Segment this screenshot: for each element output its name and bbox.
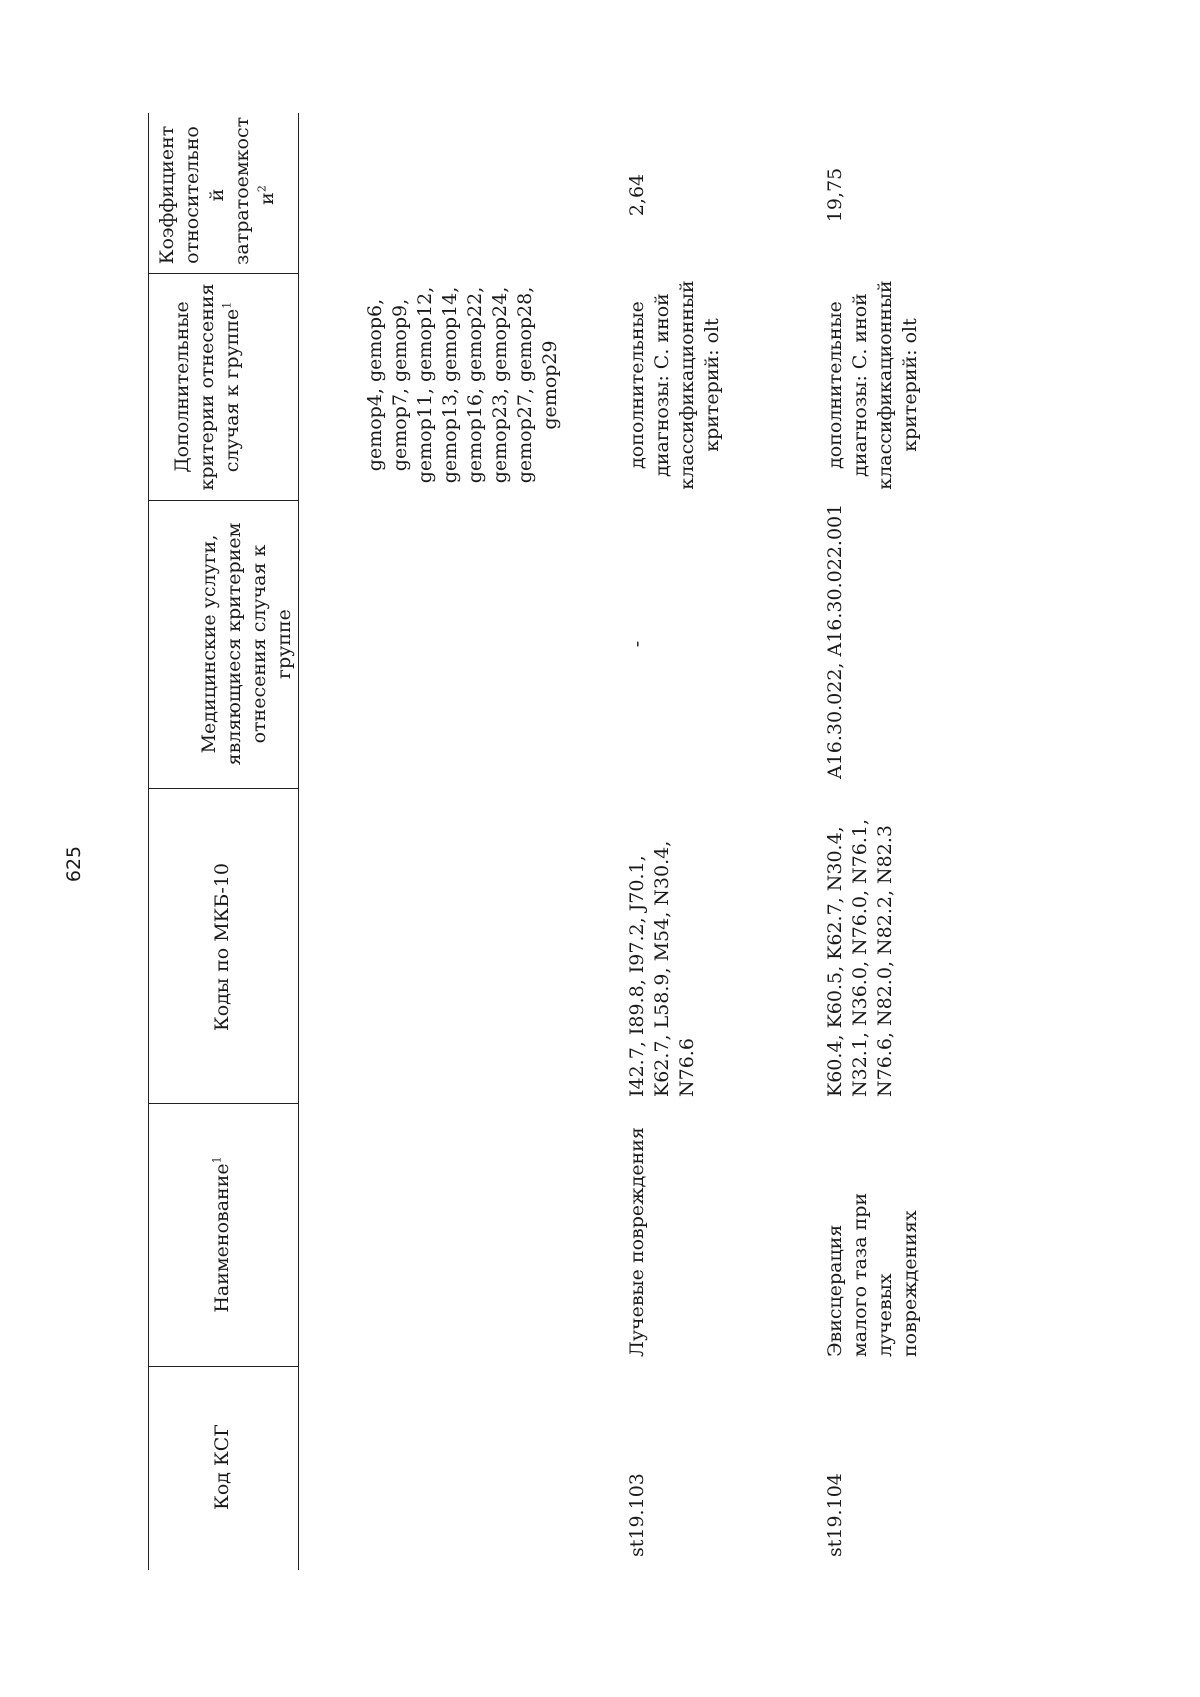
- header-coef: [155, 116, 280, 265]
- header-icd: [210, 797, 235, 1097]
- header-name-text: Наименование: [211, 1163, 233, 1313]
- row-1-services: -: [626, 640, 648, 648]
- row-1-coef: 2,64: [626, 173, 648, 217]
- header-code: [210, 1377, 235, 1557]
- col-divider-3: [148, 788, 298, 789]
- col-divider-5: [148, 273, 298, 274]
- header-icd-text: Коды по МКБ-10: [211, 863, 233, 1031]
- col-divider-1: [148, 1366, 298, 1367]
- row-2-icd: K60.4, K60.5, K62.7, N30.4, N32.1, N36.0, N76.0, N76.1, N76.6, N82.0, N82.2, N82.3: [824, 819, 896, 1097]
- col-divider-2: [148, 1103, 298, 1104]
- row-1-code: st19.103: [626, 1473, 648, 1557]
- header-name: [210, 1112, 235, 1357]
- header-coef-text: Коэффициент относительно й затратоемкост и: [156, 116, 278, 265]
- row-1-name: Лучевые повреждения: [626, 1127, 648, 1357]
- table-top-rule: [148, 113, 149, 1570]
- row-1-criteria: дополнительные диагнозы: С. иной классификационный критерий: olt: [626, 280, 723, 490]
- row-2-code: st19.104: [824, 1473, 846, 1557]
- row-2-criteria: дополнительные диагнозы: С. иной классификационный критерий: olt: [824, 280, 921, 490]
- header-criteria-text: Дополнительные критерии отнесения случая к группе: [171, 283, 243, 491]
- header-coef-footnote: 2: [255, 185, 269, 193]
- header-criteria-footnote: 1: [220, 301, 234, 309]
- row-2-services: A16.30.022, A16.30.022.001: [824, 503, 846, 779]
- header-services-text: Медицинские услуги, являющиеся критерием отнесения случая к группе: [198, 522, 295, 766]
- col-divider-4: [148, 500, 298, 501]
- row-2-name: Эвисцерация малого таза при лучевых повреждениях: [824, 1192, 921, 1357]
- header-services: [197, 509, 297, 779]
- header-criteria: [170, 281, 245, 493]
- page-number: 625: [63, 845, 85, 883]
- row-2-coef: 19,75: [824, 167, 846, 223]
- header-code-text: Код КСГ: [211, 1424, 233, 1510]
- header-name-footnote: 1: [210, 1156, 224, 1164]
- table-header-rule: [298, 113, 299, 1570]
- continuation-criteria: gemop4, gemop6, gemop7, gemop9, gemop11, gemop12, gemop13, gemop14, gemop16, gemop22, gemop23, gemop24, gemop27, gemop28, gemop29: [364, 286, 561, 484]
- row-1-icd: I42.7, I89.8, I97.2, J70.1, K62.7, L58.9, M54, N30.4, N76.6: [626, 840, 698, 1097]
